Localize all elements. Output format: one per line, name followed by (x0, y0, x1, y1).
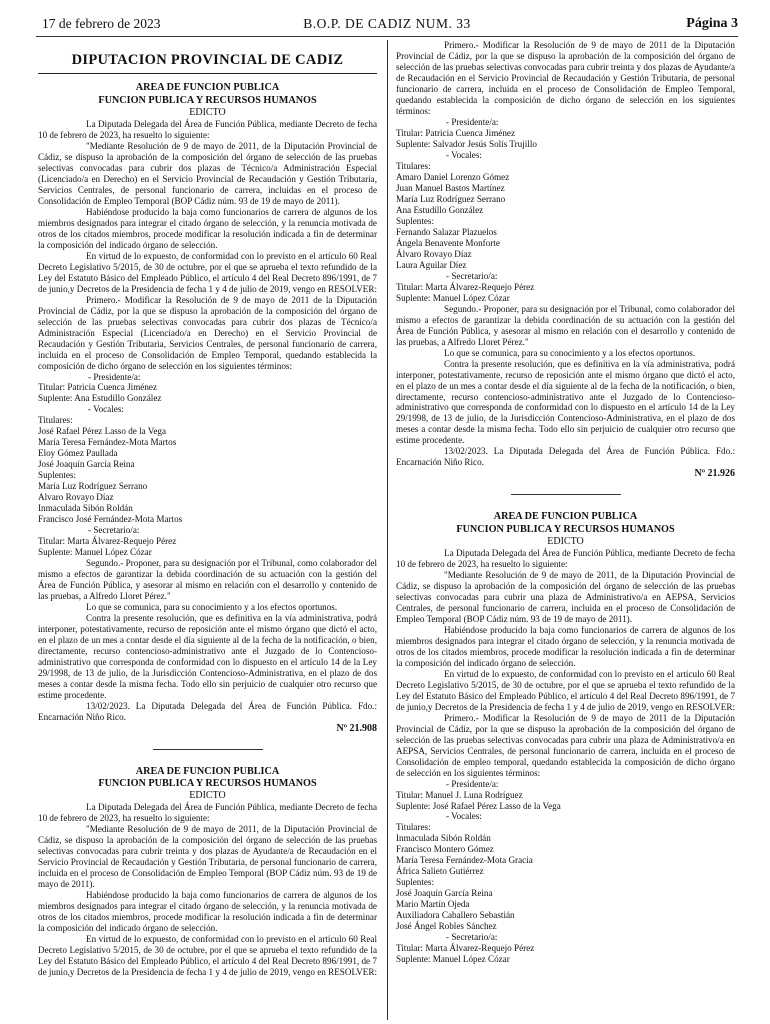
edict-dept: FUNCION PUBLICA Y RECURSOS HUMANOS (456, 523, 675, 535)
list-heading: - Secretario/a: (446, 932, 498, 943)
column-divider (387, 40, 388, 1020)
list-heading: - Vocales: (446, 149, 482, 160)
tribunal-list (396, 117, 735, 304)
list-item: Suplente: Ana Estudillo González (38, 393, 162, 404)
edict-separator (153, 749, 263, 750)
edict-dept: FUNCION PUBLICA Y RECURSOS HUMANOS (98, 94, 317, 106)
edict-number: Nº 21.926 (694, 468, 735, 480)
list-item: Laura Aguilar Díez (396, 259, 467, 270)
list-item: María Teresa Fernández-Mota Martos (38, 437, 177, 448)
list-item: María Luz Rodríguez Serrano (396, 193, 506, 204)
left-column (38, 40, 377, 1020)
signature: 13/02/2023. La Diputada Delegada del Área de Función Pública. Fdo.: Encarnación Niño Rico. (396, 446, 735, 468)
paragraph: Habiéndose producido la baja como funcionarios de carrera de algunos de los miembros designados para integrar el citado órgano de selección, y la renuncia motivada de otros de los citados miembros, procede modificar la resolución indicada a fin de determinar la composición del indicado órgano de selección. (396, 624, 735, 668)
edict-third (396, 511, 735, 965)
list-item: África Salieto Gutiérrez (396, 866, 484, 877)
list-heading: - Vocales: (446, 811, 482, 822)
tribunal-list (38, 372, 377, 559)
list-item: Auxiliadora Caballero Sebastián (396, 910, 515, 921)
list-item: Francisco José Fernández-Mota Martos (38, 514, 183, 525)
list-item: Inmaculada Sibón Roldán (396, 833, 491, 844)
paragraph: Contra la presente resolución, que es definitiva en la vía administrativa, podrá interponer, potestativamente, recurso de reposición ante el mismo órgano que dictó el acto, en el plazo de un mes a contar desde el día siguiente al de la fecha de la notificación, o bien, directamente, recurso contencioso-administrativo ante el Juzgado de lo Contencioso-administrativo que corresponda de conformidad con lo dispuesto en el artículo 14 de la Ley 29/1998, de 13 de julio, de la Jurisdicción Contencioso-Administrativa, en el plazo de dos meses a contar desde la misma fecha. Todo ello sin perjuicio de cualquier otro recurso que estime procedente. (396, 358, 735, 446)
signature: 13/02/2023. La Diputada Delegada del Área de Función Pública. Fdo.: Encarnación Niño Rico. (38, 701, 377, 723)
list-heading: - Presidente/a: (446, 116, 499, 127)
list-heading: Suplentes: (38, 470, 77, 481)
list-item: Álvaro Rovayo Díaz (396, 248, 472, 259)
header-date: 17 de febrero de 2023 (42, 16, 161, 31)
list-item: María Luz Rodríguez Serrano (38, 481, 148, 492)
header-rule (36, 36, 738, 37)
list-heading: Titulares: (396, 822, 431, 833)
paragraph: La Diputada Delegada del Área de Función Pública, mediante Decreto de fecha 10 de febrero de 2023, ha resuelto lo siguiente: (38, 118, 377, 140)
list-item: Titular: Marta Álvarez-Requejo Pérez (38, 536, 177, 547)
list-item: José Rafael Pérez Lasso de la Vega (38, 426, 167, 437)
list-item: Suplente: Manuel López Cózar (396, 292, 510, 303)
columns (38, 40, 738, 1024)
list-item: Ana Estudillo González (396, 204, 484, 215)
edict-heading: EDICTO (547, 535, 584, 547)
paragraph: En virtud de lo expuesto, de conformidad con lo previsto en el artículo 60 Real Decreto Legislativo 5/2015, de 30 de octubre, por el que se aprueba el texto refundido de la Ley del Estatuto Básico del Empleado Público, el artículo 4 del Real Decreto 896/1991, de 7 de junio,y Decretos de la Presidencia de fecha 1 y 4 de julio de 2019, vengo en RESOLVER: (396, 668, 735, 712)
paragraph: "Mediante Resolución de 9 de mayo de 2011, de la Diputación Provincial de Cádiz, se dispuso la aprobación de la composición del órgano de selección de las pruebas selectivas convocadas para cubrir una plaza de Administrativo/a en AEPSA, Servicios Centrales, de personal funcionario de carrera, incluida en el proceso de Consolidación de Empleo Temporal (BOP Cádiz núm. 93 de 19 de mayo de 2011). (396, 569, 735, 624)
list-item: José Joaquín García Reina (38, 459, 135, 470)
list-item: Amaro Daniel Lorenzo Gómez (396, 171, 510, 182)
list-item: Titular: Marta Álvarez-Requejo Pérez (396, 281, 535, 292)
list-heading: Suplentes: (396, 215, 435, 226)
list-heading: - Vocales: (88, 404, 124, 415)
edict-heading: EDICTO (189, 790, 226, 802)
list-item: Titular: Patricia Cuenca Jiménez (38, 382, 158, 393)
paragraph: Lo que se comunica, para su conocimiento y a los efectos oportunos. (86, 602, 338, 613)
list-item: Titular: Manuel J. Luna Rodríguez (396, 789, 523, 800)
page-header (36, 14, 738, 36)
paragraph: "Mediante Resolución de 9 de mayo de 2011, de la Diputación Provincial de Cádiz, se dispuso la aprobación de la composición del órgano de selección de las pruebas selectivas convocadas para cubrir treinta y dos plazas de Ayudante/a de Recaudación en el Servicio Provincial de Recaudación y Gestión Tributaria, de personal funcionario de carrera, incluida en el proceso de Consolidación de Empleo Temporal (BOP Cádiz núm. 93 de 19 de mayo de 2011). (38, 824, 377, 890)
edict-area: AREA DE FUNCION PUBLICA (493, 511, 638, 523)
edict-area: AREA DE FUNCION PUBLICA (135, 82, 280, 94)
paragraph: "Mediante Resolución de 9 de mayo de 2011, de la Diputación Provincial de Cádiz, se dispuso la aprobación de la composición del órgano de selección de las pruebas selectivas convocadas para cubrir dos plazas de Técnico/a Administración Especial (Licenciado/a en Derecho) en el Servicio Provincial de Recaudación y Gestión Tributaria, Servicios Centrales, de personal funcionario de carrera, incluidas en el proceso de Consolidación de Empleo Temporal (BOP Cádiz núm. 93 de 19 de mayo de 2011). (38, 140, 377, 206)
list-heading: - Presidente/a: (446, 778, 499, 789)
list-item: Ángela Benavente Monforte (396, 237, 500, 248)
edict-heading: EDICTO (189, 106, 226, 118)
paragraph: Habiéndose producido la baja como funcionarios de carrera de algunos de los miembros designados para integrar el citado órgano de selección, y la renuncia motivada de otros de los citados miembros, procede modificar la resolución indicada a fin de determinar la composición del indicado órgano de selección. (38, 890, 377, 934)
right-column (396, 40, 735, 1020)
list-item: Francisco Montero Gómez (396, 844, 494, 855)
list-item: José Joaquín García Reina (396, 888, 493, 899)
paragraph: Primero.- Modificar la Resolución de 9 de mayo de 2011 de la Diputación Provincial de Cádiz, por la que se dispuso la aprobación de la composición del órgano de selección de las pruebas selectivas convocadas para cubrir una plaza de Administrativo/a en AEPSA, Servicios Centrales, de personal funcionario de carrera, incluida en el proceso de Consolidación de empleo temporal, quedando establecida la composición de dicho órgano de selección en los siguientes términos: (396, 712, 735, 778)
paragraph: En virtud de lo expuesto, de conformidad con lo previsto en el artículo 60 Real Decreto Legislativo 5/2015, de 30 de octubre, por el que se aprueba el texto refundido de la Ley del Estatuto Básico del Empleado Público, el artículo 4 del Real Decreto 896/1991, de 7 de junio,y Decretos de la Presidencia de fecha 1 y 4 de julio de 2019, vengo en RESOLVER: (38, 250, 377, 294)
paragraph: Segundo.- Proponer, para su designación por el Tribunal, como colaborador del mismo a efectos de garantizar la debida coordinación de su actuación con la gestión del Área de Función Pública, y asesorar al mismo en relación con el desarrollo y contenido de las pruebas, a Alfredo Lloret Pérez." (396, 303, 735, 347)
paragraph: Segundo.- Proponer, para su designación por el Tribunal, como colaborador del mismo a efectos de garantizar la debida coordinación de su actuación con la gestión del Área de Función Pública, y asesorar al mismo en relación con el desarrollo y contenido de las pruebas, a Alfredo Lloret Pérez." (38, 558, 377, 602)
section-rule (38, 73, 377, 74)
list-heading: Titulares: (396, 160, 431, 171)
edict-21926-start (38, 766, 377, 978)
list-item: Titular: Patricia Cuenca Jiménez (396, 127, 516, 138)
paragraph: Lo que se comunica, para su conocimiento y a los efectos oportunos. (444, 347, 696, 358)
paragraph: La Diputada Delegada del Área de Función Pública, mediante Decreto de fecha 10 de febrero de 2023, ha resuelto lo siguiente: (38, 802, 377, 824)
list-heading: - Secretario/a: (88, 525, 140, 536)
list-heading: Titulares: (38, 415, 73, 426)
edict-21926-cont (396, 40, 735, 480)
edict-dept: FUNCION PUBLICA Y RECURSOS HUMANOS (98, 778, 317, 790)
edict-area: AREA DE FUNCION PUBLICA (135, 766, 280, 777)
list-item: Suplente: Manuel López Cózar (38, 547, 152, 558)
list-heading: - Presidente/a: (88, 371, 141, 382)
edict-number: Nº 21.908 (336, 723, 377, 734)
list-heading: - Secretario/a: (446, 270, 498, 281)
paragraph: Habiéndose producido la baja como funcionarios de carrera de algunos de los miembros designados para integrar el citado órgano de selección, y la renuncia motivada de otros de los citados miembros, procede modificar la resolución indicada a fin de determinar la composición del indicado órgano de selección. (38, 206, 377, 250)
list-item: Inmaculada Sibón Roldán (38, 503, 133, 514)
paragraph: Contra la presente resolución, que es definitiva en la vía administrativa, podrá interponer, potestativamente, recurso de reposición ante el mismo órgano que dictó el acto, en el plazo de un mes a contar desde el día siguiente al de la fecha de la notificación, o bien, directamente, recurso contencioso-administrativo ante el Juzgado de lo Contencioso-administrativo que corresponda de conformidad con lo dispuesto en el artículo 14 de la Ley 29/1998, de 13 de julio, de la Jurisdicción Contencioso-Administrativa, en el plazo de dos meses a contar desde la misma fecha. Todo ello sin perjuicio de cualquier otro recurso que estime procedente. (38, 613, 377, 701)
list-item: María Teresa Fernández-Mota Gracia (396, 855, 533, 866)
list-item: Titular: Marta Álvarez-Requejo Pérez (396, 943, 535, 954)
list-item: Suplente: Salvador Jesús Solís Trujillo (396, 138, 537, 149)
paragraph: En virtud de lo expuesto, de conformidad con lo previsto en el artículo 60 Real Decreto Legislativo 5/2015, de 30 de octubre, por el que se aprueba el texto refundido de la Ley del Estatuto Básico del Empleado Público, el artículo 4 del Real Decreto 896/1991, de 7 de junio,y Decretos de la Presidencia de fecha 1 y 4 de julio de 2019, vengo en RESOLVER: (38, 934, 377, 978)
header-bulletin: B.O.P. DE CADIZ NUM. 33 (303, 16, 471, 31)
list-item: Fernando Salazar Plazuelos (396, 226, 497, 237)
header-page-number: Página 3 (686, 16, 738, 31)
list-item: Alvaro Rovayo Díaz (38, 492, 114, 503)
list-item: Mario Martín Ojeda (396, 899, 470, 910)
list-item: José Ángel Robles Sánchez (396, 921, 497, 932)
edict-separator (511, 494, 621, 495)
paragraph: Primero.- Modificar la Resolución de 9 de mayo de 2011 de la Diputación Provincial de Cádiz, por la que se dispuso la aprobación de la composición del órgano de selección de las pruebas selectivas convocadas para cubrir dos plazas de Técnico/a Administración Especial (Licenciado/a en Derecho) en el Servicio Provincial de Recaudación y Gestión Tributaria, Servicios Centrales, de personal funcionario de carrera, incluida en el proceso de Consolidación de Empleo Temporal, quedando establecida la composición de dicho órgano de selección en los siguientes términos: (38, 294, 377, 371)
section-title: DIPUTACION PROVINCIAL DE CADIZ (71, 52, 344, 68)
list-heading: Suplentes: (396, 877, 435, 888)
list-item: Suplente: Manuel López Cózar (396, 954, 510, 965)
tribunal-list (396, 779, 735, 966)
list-item: Eloy Gómez Paullada (38, 448, 118, 459)
list-item: Juan Manuel Bastos Martínez (396, 182, 505, 193)
list-item: Suplente: José Rafael Pérez Lasso de la Vega (396, 800, 561, 811)
edict-21908 (38, 82, 377, 735)
paragraph: Primero.- Modificar la Resolución de 9 de mayo de 2011 de la Diputación Provincial de Cádiz, por la que se dispuso la aprobación de la composición del órgano de selección de las pruebas selectivas convocadas para cubrir treinta y dos plazas de Ayudante/a de Recaudación en el Servicio Provincial de Recaudación y Gestión Tributaria, de personal funcionario de carrera, incluida en el proceso de Consolidación de Empleo Temporal, quedando establecida la composición de dicho órgano de selección en los siguientes términos: (396, 40, 735, 116)
paragraph: La Diputada Delegada del Área de Función Pública, mediante Decreto de fecha 10 de febrero de 2023, ha resuelto lo siguiente: (396, 547, 735, 569)
